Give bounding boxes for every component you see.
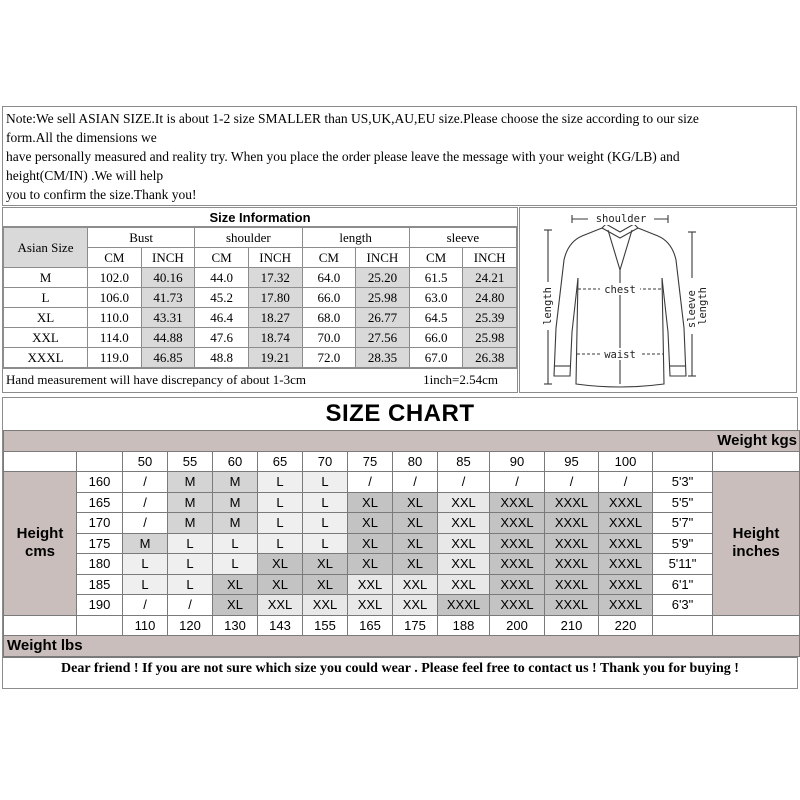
measurement-value: 25.98	[356, 288, 410, 308]
size-cell: /	[123, 492, 168, 513]
size-cell: XXXL	[545, 533, 599, 554]
size-label: XL	[4, 308, 88, 328]
inch-cm-conversion: 1inch=2.54cm	[423, 372, 498, 387]
measurement-value: 48.8	[195, 348, 249, 368]
height-cm-value: 170	[77, 513, 123, 534]
shoulder-label: shoulder	[595, 213, 647, 225]
measurement-value: 47.6	[195, 328, 249, 348]
size-cell: /	[123, 472, 168, 493]
height-row	[4, 472, 800, 493]
measurement-value: 43.31	[141, 308, 195, 328]
size-cell: L	[123, 574, 168, 595]
length-label: length	[542, 287, 554, 325]
weight-kg-value: 50	[123, 451, 168, 472]
height-inch-value: 5'11"	[653, 554, 713, 575]
measurement-value: 46.4	[195, 308, 249, 328]
measurement-value: 119.0	[88, 348, 142, 368]
weight-kg-value: 75	[348, 451, 393, 472]
measurement-row	[4, 348, 517, 368]
size-cell: L	[303, 533, 348, 554]
sleeve-length-label: sleeve length	[686, 287, 709, 329]
waist-label: waist	[604, 349, 636, 361]
size-label: L	[4, 288, 88, 308]
weight-lbs-value: 210	[545, 615, 599, 636]
height-inches-label: Height inches	[713, 472, 800, 616]
weight-kg-value: 90	[490, 451, 545, 472]
size-cell: XXL	[348, 595, 393, 616]
size-cell: /	[348, 472, 393, 493]
size-chart-grid	[3, 430, 800, 657]
height-row	[4, 533, 800, 554]
height-inch-value: 6'1"	[653, 574, 713, 595]
size-cell: XL	[303, 554, 348, 575]
size-cell: /	[438, 472, 490, 493]
corner-cell	[713, 615, 800, 636]
weight-kg-value: 65	[258, 451, 303, 472]
measurement-row	[4, 328, 517, 348]
measurement-value: 106.0	[88, 288, 142, 308]
size-chart-title: SIZE CHART	[325, 400, 475, 427]
unit-header: CM	[88, 248, 142, 268]
measurement-value: 24.21	[463, 268, 517, 288]
size-cell: L	[258, 513, 303, 534]
size-cell: L	[258, 492, 303, 513]
note-line: height(CM/IN) .We will help	[6, 168, 164, 183]
size-label: M	[4, 268, 88, 288]
measurement-value: 25.20	[356, 268, 410, 288]
note-line: have personally measured and reality try. When you place the order please leave the message with your weight (KG/LB) and	[6, 149, 680, 164]
size-cell: XXXL	[599, 554, 653, 575]
unit-header: CM	[195, 248, 249, 268]
size-cell: /	[168, 595, 213, 616]
weight-lbs-value: 120	[168, 615, 213, 636]
height-row	[4, 574, 800, 595]
note-line: Note:We sell ASIAN SIZE.It is about 1-2 size SMALLER than US,UK,AU,EU size.Please choose the size according to our size	[6, 111, 699, 126]
measurement-value: 26.77	[356, 308, 410, 328]
unit-header: INCH	[141, 248, 195, 268]
size-cell: L	[258, 533, 303, 554]
size-cell: L	[213, 554, 258, 575]
corner-cell	[4, 451, 77, 472]
group-header-shoulder: shoulder	[195, 228, 302, 248]
size-cell: /	[545, 472, 599, 493]
measurement-value: 41.73	[141, 288, 195, 308]
measurement-row	[4, 268, 517, 288]
weight-lbs-value: 188	[438, 615, 490, 636]
size-cell: XXXL	[599, 492, 653, 513]
height-cm-value: 180	[77, 554, 123, 575]
size-cell: XXXL	[545, 554, 599, 575]
measurement-value: 44.88	[141, 328, 195, 348]
weight-kg-value: 55	[168, 451, 213, 472]
size-cell: XL	[393, 513, 438, 534]
weight-lbs-value: 175	[393, 615, 438, 636]
measurement-value: 24.80	[463, 288, 517, 308]
weight-lbs-value: 165	[348, 615, 393, 636]
measurement-value: 110.0	[88, 308, 142, 328]
size-cell: XXXL	[545, 595, 599, 616]
measurement-value: 45.2	[195, 288, 249, 308]
size-cell: XL	[303, 574, 348, 595]
weight-kgs-band	[4, 431, 800, 452]
measurement-value: 64.5	[409, 308, 463, 328]
size-cell: XXL	[393, 595, 438, 616]
weight-kg-value: 80	[393, 451, 438, 472]
corner-cell	[77, 451, 123, 472]
weight-lbs-label: Weight lbs	[4, 636, 800, 657]
size-cell: XXL	[303, 595, 348, 616]
unit-header: INCH	[463, 248, 517, 268]
weight-lbs-row	[4, 615, 800, 636]
measurement-row	[4, 308, 517, 328]
size-cell: L	[168, 554, 213, 575]
weight-kgs-label: Weight kgs	[4, 431, 800, 452]
weight-lbs-value: 155	[303, 615, 348, 636]
measurement-value: 61.5	[409, 268, 463, 288]
note-line: form.All the dimensions we	[6, 130, 157, 145]
height-cms-label: Height cms	[4, 472, 77, 616]
size-cell: XL	[258, 574, 303, 595]
size-cell: XL	[258, 554, 303, 575]
weight-lbs-value: 110	[123, 615, 168, 636]
size-cell: M	[168, 472, 213, 493]
size-information-table	[2, 207, 518, 393]
measurement-value: 66.0	[409, 328, 463, 348]
size-information-title: Size Information	[3, 208, 517, 227]
size-cell: /	[490, 472, 545, 493]
size-cell: XL	[348, 492, 393, 513]
height-cm-value: 185	[77, 574, 123, 595]
measurement-value: 72.0	[302, 348, 356, 368]
weight-lbs-value: 130	[213, 615, 258, 636]
group-header-length: length	[302, 228, 409, 248]
measurement-row	[4, 288, 517, 308]
measurement-value: 46.85	[141, 348, 195, 368]
size-cell: XL	[393, 554, 438, 575]
size-cell: XXXL	[490, 595, 545, 616]
height-cm-value: 190	[77, 595, 123, 616]
size-cell: XL	[348, 513, 393, 534]
corner-cell	[653, 615, 713, 636]
measurement-value: 44.0	[195, 268, 249, 288]
size-cell: /	[393, 472, 438, 493]
size-cell: XXL	[438, 554, 490, 575]
size-cell: XXXL	[599, 533, 653, 554]
discrepancy-note: Hand measurement will have discrepancy of about 1-3cm	[6, 372, 306, 387]
size-cell: XL	[393, 492, 438, 513]
size-cell: XXXL	[490, 492, 545, 513]
height-row	[4, 554, 800, 575]
measurement-value: 102.0	[88, 268, 142, 288]
shirt-measurement-diagram	[519, 207, 797, 393]
size-cell: /	[599, 472, 653, 493]
size-cell: XXXL	[599, 574, 653, 595]
size-cell: XXXL	[599, 595, 653, 616]
height-inch-value: 5'3"	[653, 472, 713, 493]
shirt-illustration	[520, 208, 798, 394]
size-cell: XXXL	[599, 513, 653, 534]
measurement-value: 63.0	[409, 288, 463, 308]
size-cell: M	[213, 492, 258, 513]
unit-header: INCH	[356, 248, 410, 268]
size-cell: XXXL	[545, 574, 599, 595]
measurement-value: 40.16	[141, 268, 195, 288]
size-cell: L	[303, 513, 348, 534]
corner-cell	[4, 615, 77, 636]
size-cell: XXXL	[490, 533, 545, 554]
size-note	[2, 106, 797, 206]
height-cm-value: 165	[77, 492, 123, 513]
asian-size-header: Asian Size	[4, 228, 88, 268]
height-row	[4, 595, 800, 616]
measurement-value: 28.35	[356, 348, 410, 368]
size-label: XXXL	[4, 348, 88, 368]
measurement-value: 17.32	[248, 268, 302, 288]
size-cell: M	[213, 513, 258, 534]
size-cell: XXL	[438, 492, 490, 513]
height-inch-value: 5'9"	[653, 533, 713, 554]
size-cell: XXXL	[490, 513, 545, 534]
measurement-value: 17.80	[248, 288, 302, 308]
height-cm-value: 175	[77, 533, 123, 554]
height-inch-value: 6'3"	[653, 595, 713, 616]
size-cell: XL	[393, 533, 438, 554]
unit-header: INCH	[248, 248, 302, 268]
measurement-value: 67.0	[409, 348, 463, 368]
size-cell: XXXL	[490, 554, 545, 575]
size-cell: XL	[348, 554, 393, 575]
size-cell: XXXL	[438, 595, 490, 616]
measurement-value: 25.98	[463, 328, 517, 348]
size-cell: XXL	[348, 574, 393, 595]
measurement-value: 18.74	[248, 328, 302, 348]
size-cell: M	[123, 533, 168, 554]
size-label: XXL	[4, 328, 88, 348]
size-cell: L	[213, 533, 258, 554]
size-cell: XXXL	[490, 574, 545, 595]
size-cell: XXL	[258, 595, 303, 616]
size-cell: /	[123, 595, 168, 616]
note-line: you to confirm the size.Thank you!	[6, 187, 197, 202]
group-header-sleeve: sleeve	[409, 228, 516, 248]
size-cell: M	[168, 513, 213, 534]
size-cell: L	[123, 554, 168, 575]
size-cell: /	[123, 513, 168, 534]
measurement-value: 64.0	[302, 268, 356, 288]
size-cell: XL	[213, 574, 258, 595]
size-chart	[2, 397, 798, 689]
measurement-value: 26.38	[463, 348, 517, 368]
size-cell: XXXL	[545, 513, 599, 534]
weight-kg-value: 70	[303, 451, 348, 472]
size-cell: XXL	[438, 533, 490, 554]
weight-kg-row	[4, 451, 800, 472]
measurement-value: 19.21	[248, 348, 302, 368]
size-cell: XL	[213, 595, 258, 616]
size-cell: XXL	[438, 513, 490, 534]
size-cell: L	[168, 533, 213, 554]
weight-kg-value: 95	[545, 451, 599, 472]
measurement-value: 66.0	[302, 288, 356, 308]
size-cell: L	[303, 492, 348, 513]
corner-cell	[653, 451, 713, 472]
weight-lbs-band	[4, 636, 800, 657]
chest-label: chest	[604, 284, 636, 296]
measurement-value: 114.0	[88, 328, 142, 348]
measurement-group-header	[4, 228, 517, 248]
size-cell: XXXL	[545, 492, 599, 513]
contact-message: Dear friend ! If you are not sure which size you could wear . Please feel free to contact us ! Thank you for buying !	[3, 657, 797, 679]
weight-kg-value: 60	[213, 451, 258, 472]
height-inch-value: 5'5"	[653, 492, 713, 513]
measurement-footnote-row	[3, 368, 517, 390]
weight-kg-value: 85	[438, 451, 490, 472]
size-cell: XXL	[393, 574, 438, 595]
corner-cell	[713, 451, 800, 472]
unit-header: CM	[409, 248, 463, 268]
measurement-value: 27.56	[356, 328, 410, 348]
group-header-bust: Bust	[88, 228, 195, 248]
height-row	[4, 513, 800, 534]
size-cell: M	[168, 492, 213, 513]
unit-header: CM	[302, 248, 356, 268]
size-cell: L	[168, 574, 213, 595]
measurement-value: 25.39	[463, 308, 517, 328]
weight-kg-value: 100	[599, 451, 653, 472]
corner-cell	[77, 615, 123, 636]
weight-lbs-value: 200	[490, 615, 545, 636]
height-row	[4, 492, 800, 513]
measurement-value: 70.0	[302, 328, 356, 348]
size-cell: XL	[348, 533, 393, 554]
size-cell: L	[258, 472, 303, 493]
size-cell: XXL	[438, 574, 490, 595]
height-cm-value: 160	[77, 472, 123, 493]
size-cell: M	[213, 472, 258, 493]
measurement-value: 68.0	[302, 308, 356, 328]
weight-lbs-value: 143	[258, 615, 303, 636]
measurement-table	[3, 227, 517, 368]
weight-lbs-value: 220	[599, 615, 653, 636]
measurement-value: 18.27	[248, 308, 302, 328]
size-cell: L	[303, 472, 348, 493]
height-inch-value: 5'7"	[653, 513, 713, 534]
